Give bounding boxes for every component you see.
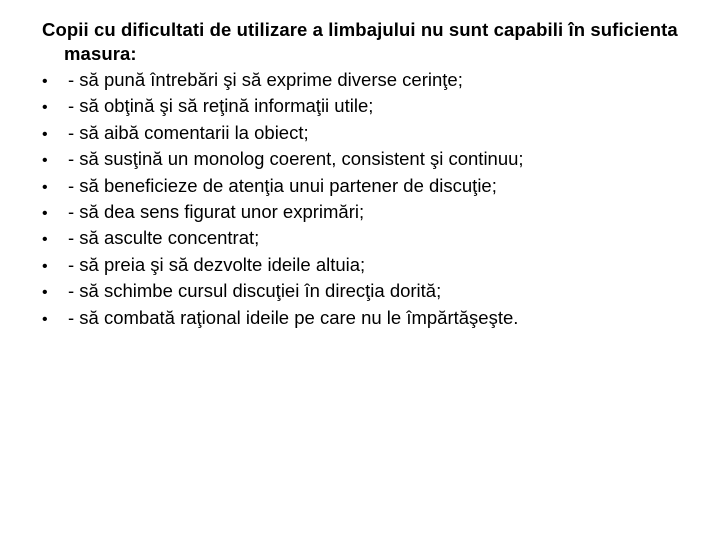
list-item <box>42 253 702 279</box>
bullet-dot-icon: • <box>42 284 48 302</box>
bullet-list <box>42 68 702 332</box>
list-item <box>42 200 702 226</box>
bullet-dot-icon: • <box>42 205 48 223</box>
list-item-text: - să beneficieze de atenţia unui partener de discuţie; <box>68 174 497 196</box>
list-item <box>42 121 702 147</box>
list-item-text: - să aibă comentarii la obiect; <box>68 121 309 143</box>
list-item-text: - să dea sens figurat unor exprimări; <box>68 201 365 223</box>
list-item <box>42 279 702 305</box>
bullet-dot-icon: • <box>42 125 48 143</box>
bullet-dot-icon: • <box>42 178 48 196</box>
list-item-text: - să preia şi să dezvolte ideile altuia; <box>68 253 366 275</box>
bullet-dot-icon: • <box>42 257 48 275</box>
list-item-text: - să obţină şi să reţină informaţii utile; <box>68 95 374 117</box>
list-item <box>42 174 702 200</box>
list-item-text: - să asculte concentrat; <box>68 227 260 249</box>
bullet-dot-icon: • <box>42 310 48 328</box>
bullet-dot-icon: • <box>42 99 48 117</box>
slide-content <box>42 18 702 332</box>
bullet-dot-icon: • <box>42 152 48 170</box>
list-item-text: - să pună întrebări şi să exprime diverse cerinţe; <box>68 69 463 90</box>
list-item <box>42 94 702 120</box>
bullet-dot-icon: • <box>42 231 48 249</box>
list-item <box>42 147 702 173</box>
list-item-text: - să combată raţional ideile pe care nu le împărtăşeşte. <box>68 306 519 328</box>
list-item <box>42 306 702 332</box>
list-item-text: - să susţină un monolog coerent, consistent şi continuu; <box>68 148 524 170</box>
list-item-text: - să schimbe cursul discuţiei în direcţia dorită; <box>68 280 442 302</box>
slide-heading: Copii cu dificultati de utilizare a limbajului nu sunt capabili în suficienta masura: <box>42 19 678 64</box>
list-item <box>42 68 702 94</box>
bullet-dot-icon: • <box>42 73 48 90</box>
list-item <box>42 226 702 252</box>
